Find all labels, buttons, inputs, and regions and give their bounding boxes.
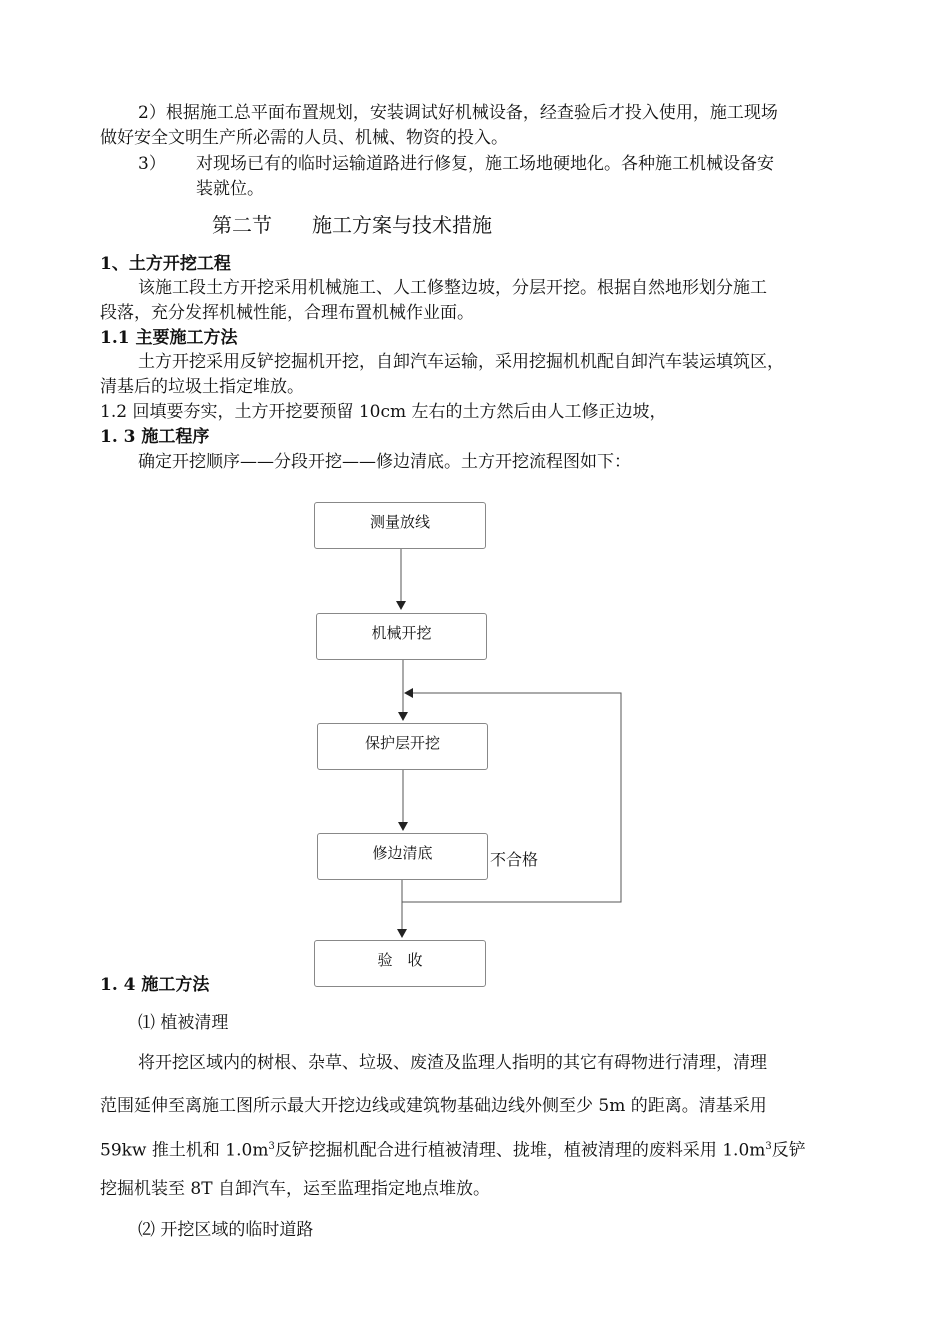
heading-1-1: 1.1 主要施工方法 (100, 328, 238, 348)
paragraph-line: 清基后的垃圾土指定堆放。 (100, 377, 304, 397)
fail-label: 不合格 (490, 850, 539, 869)
heading-1-3: 1. 3 施工程序 (100, 427, 210, 447)
subheading-1: ⑴ 植被清理 (138, 1013, 229, 1033)
flow-step-machine-excavation: 机械开挖 (316, 613, 487, 660)
list-number: 3） (138, 154, 166, 174)
heading-1-2: 1.2 回填要夯实，土方开挖要预留 10cm 左右的土方然后由人工修正边坡， (100, 402, 667, 422)
paragraph-line: 挖掘机装至 8T 自卸汽车，运至监理指定地点堆放。 (100, 1179, 490, 1199)
paragraph-line: 该施工段土方开挖采用机械施工、人工修整边坡，分层开挖。根据自然地形划分施工 (138, 278, 767, 298)
paragraph-line: 59kw 推土机和 $1.0m^3$反铲挖掘机配合进行植被清理、拢堆，植被清理的废料采用 $1.0m^3$反铲 (100, 1140, 806, 1161)
paragraph-line: 装就位。 (196, 179, 264, 199)
paragraph-line: 做好安全文明生产所必需的人员、机械、物资的投入。 (100, 128, 508, 148)
heading-1-4: 1. 4 施工方法 (100, 975, 210, 995)
flow-step-acceptance: 验 收 (314, 940, 486, 987)
paragraph-line: 范围延伸至离施工图所示最大开挖边线或建筑物基础边线外侧至少 5m 的距离。清基采用 (100, 1096, 767, 1116)
heading-1: 1、土方开挖工程 (100, 254, 231, 274)
flow-step-survey: 测量放线 (314, 502, 486, 549)
paragraph-line: 对现场已有的临时运输道路进行修复，施工场地硬地化。各种施工机械设备安 (196, 154, 774, 174)
section-title: 第二节 施工方案与技术措施 (212, 213, 492, 237)
flow-step-protective-layer: 保护层开挖 (317, 723, 488, 770)
paragraph-line: 2）根据施工总平面布置规划，安装调试好机械设备，经查验后才投入使用，施工现场 (138, 103, 778, 123)
subheading-2: ⑵ 开挖区域的临时道路 (138, 1220, 314, 1240)
paragraph-line: 将开挖区域内的树根、杂草、垃圾、废渣及监理人指明的其它有碍物进行清理，清理 (138, 1053, 767, 1073)
paragraph-line: 段落，充分发挥机械性能，合理布置机械作业面。 (100, 303, 474, 323)
flow-step-trim-clean: 修边清底 (317, 833, 488, 880)
paragraph-line: 土方开挖采用反铲挖掘机开挖，自卸汽车运输，采用挖掘机机配自卸汽车装运填筑区， (138, 352, 784, 372)
paragraph-line: 确定开挖顺序——分段开挖——修边清底。土方开挖流程图如下： (138, 452, 631, 472)
